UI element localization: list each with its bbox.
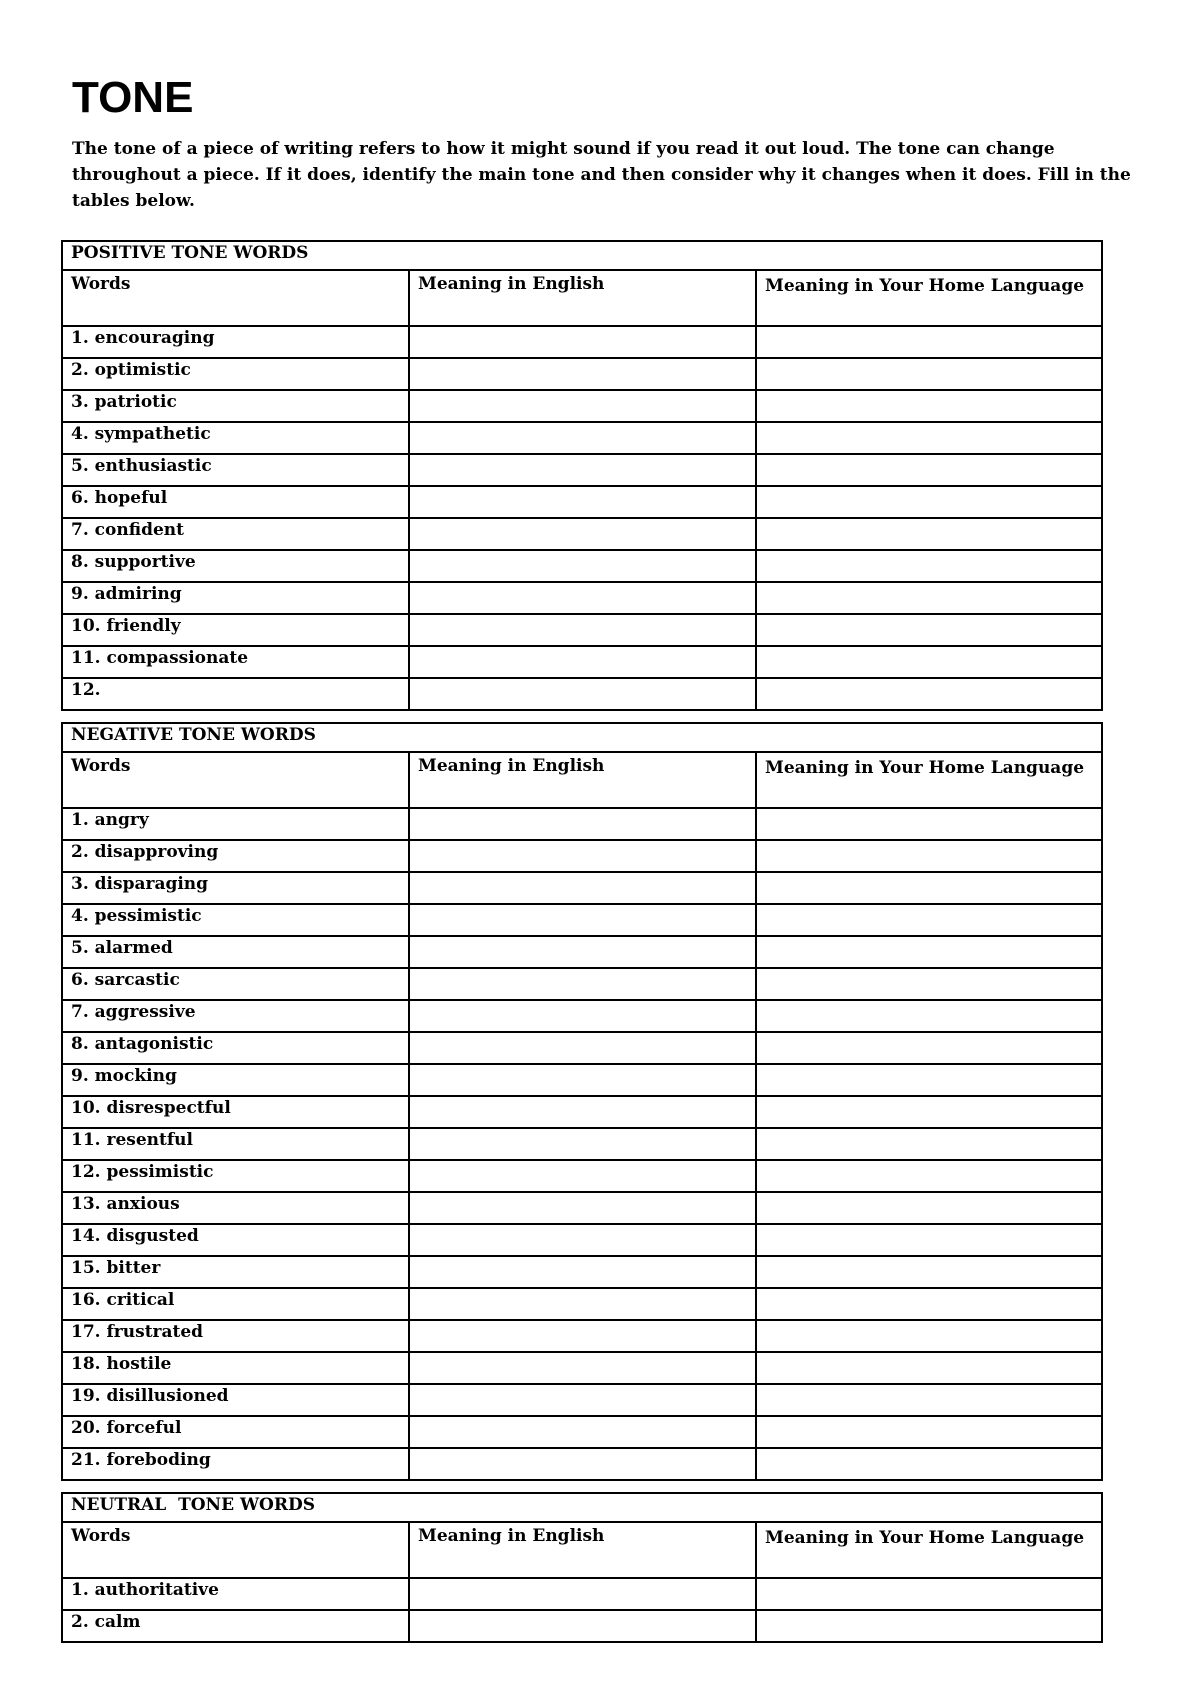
meaning-home-language-answer-cell[interactable] xyxy=(756,1288,1102,1320)
meaning-home-language-answer-cell[interactable] xyxy=(756,614,1102,646)
meaning-home-language-answer-cell[interactable] xyxy=(756,1032,1102,1064)
word-cell: 9. admiring xyxy=(62,582,409,614)
word-row xyxy=(62,1064,1102,1096)
column-header-meaning-home-language: Meaning in Your Home Language xyxy=(756,270,1102,326)
meaning-english-answer-cell[interactable] xyxy=(409,1384,756,1416)
meaning-home-language-answer-cell[interactable] xyxy=(756,1448,1102,1480)
word-row xyxy=(62,1352,1102,1384)
meaning-home-language-answer-cell[interactable] xyxy=(756,582,1102,614)
word-row xyxy=(62,1416,1102,1448)
word-cell: 18. hostile xyxy=(62,1352,409,1384)
meaning-english-answer-cell[interactable] xyxy=(409,1064,756,1096)
word-row xyxy=(62,422,1102,454)
meaning-english-answer-cell[interactable] xyxy=(409,486,756,518)
meaning-english-answer-cell[interactable] xyxy=(409,550,756,582)
meaning-english-answer-cell[interactable] xyxy=(409,1128,756,1160)
word-row xyxy=(62,808,1102,840)
word-row xyxy=(62,1384,1102,1416)
word-row xyxy=(62,872,1102,904)
meaning-home-language-answer-cell[interactable] xyxy=(756,1610,1102,1642)
table-title-row xyxy=(62,241,1102,270)
meaning-english-answer-cell[interactable] xyxy=(409,1160,756,1192)
word-row xyxy=(62,1128,1102,1160)
meaning-english-answer-cell[interactable] xyxy=(409,582,756,614)
word-cell: 2. optimistic xyxy=(62,358,409,390)
meaning-home-language-answer-cell[interactable] xyxy=(756,936,1102,968)
meaning-english-answer-cell[interactable] xyxy=(409,358,756,390)
meaning-home-language-answer-cell[interactable] xyxy=(756,326,1102,358)
meaning-home-language-answer-cell[interactable] xyxy=(756,1192,1102,1224)
meaning-home-language-answer-cell[interactable] xyxy=(756,486,1102,518)
word-cell: 3. patriotic xyxy=(62,390,409,422)
word-row xyxy=(62,1000,1102,1032)
word-cell: 1. authoritative xyxy=(62,1578,409,1610)
word-cell: 16. critical xyxy=(62,1288,409,1320)
meaning-english-answer-cell[interactable] xyxy=(409,1448,756,1480)
word-cell: 11. compassionate xyxy=(62,646,409,678)
negative-tone-table xyxy=(61,722,1103,1481)
meaning-english-answer-cell[interactable] xyxy=(409,390,756,422)
word-cell: 9. mocking xyxy=(62,1064,409,1096)
word-row xyxy=(62,968,1102,1000)
column-header-meaning-home-language: Meaning in Your Home Language xyxy=(756,752,1102,808)
meaning-english-answer-cell[interactable] xyxy=(409,518,756,550)
table-heading: POSITIVE TONE WORDS xyxy=(62,241,1102,270)
word-cell: 19. disillusioned xyxy=(62,1384,409,1416)
meaning-english-answer-cell[interactable] xyxy=(409,1256,756,1288)
meaning-home-language-answer-cell[interactable] xyxy=(756,1416,1102,1448)
meaning-english-answer-cell[interactable] xyxy=(409,422,756,454)
meaning-english-answer-cell[interactable] xyxy=(409,840,756,872)
meaning-english-answer-cell[interactable] xyxy=(409,1352,756,1384)
word-cell: 12. pessimistic xyxy=(62,1160,409,1192)
word-cell: 2. calm xyxy=(62,1610,409,1642)
word-cell: 5. enthusiastic xyxy=(62,454,409,486)
word-cell: 7. aggressive xyxy=(62,1000,409,1032)
meaning-home-language-answer-cell[interactable] xyxy=(756,1000,1102,1032)
meaning-home-language-answer-cell[interactable] xyxy=(756,454,1102,486)
word-cell: 17. frustrated xyxy=(62,1320,409,1352)
meaning-english-answer-cell[interactable] xyxy=(409,936,756,968)
word-row xyxy=(62,1610,1102,1642)
word-cell: 13. anxious xyxy=(62,1192,409,1224)
word-row xyxy=(62,486,1102,518)
meaning-english-answer-cell[interactable] xyxy=(409,614,756,646)
word-cell: 15. bitter xyxy=(62,1256,409,1288)
word-row xyxy=(62,582,1102,614)
meaning-home-language-answer-cell[interactable] xyxy=(756,1320,1102,1352)
meaning-english-answer-cell[interactable] xyxy=(409,1224,756,1256)
word-cell: 6. hopeful xyxy=(62,486,409,518)
word-cell: 21. foreboding xyxy=(62,1448,409,1480)
word-cell: 5. alarmed xyxy=(62,936,409,968)
word-row xyxy=(62,358,1102,390)
word-row xyxy=(62,1224,1102,1256)
word-row xyxy=(62,1578,1102,1610)
meaning-english-answer-cell[interactable] xyxy=(409,1000,756,1032)
word-cell: 14. disgusted xyxy=(62,1224,409,1256)
word-cell: 10. disrespectful xyxy=(62,1096,409,1128)
meaning-english-answer-cell[interactable] xyxy=(409,1610,756,1642)
word-row xyxy=(62,1032,1102,1064)
table-heading: NEUTRAL TONE WORDS xyxy=(62,1493,1102,1522)
meaning-english-answer-cell[interactable] xyxy=(409,326,756,358)
column-header-words: Words xyxy=(62,752,409,808)
meaning-english-answer-cell[interactable] xyxy=(409,1578,756,1610)
word-cell: 8. supportive xyxy=(62,550,409,582)
meaning-english-answer-cell[interactable] xyxy=(409,968,756,1000)
word-cell: 2. disapproving xyxy=(62,840,409,872)
word-cell: 4. pessimistic xyxy=(62,904,409,936)
word-row xyxy=(62,904,1102,936)
column-header-meaning-english: Meaning in English xyxy=(409,752,756,808)
meaning-english-answer-cell[interactable] xyxy=(409,872,756,904)
meaning-home-language-answer-cell[interactable] xyxy=(756,1096,1102,1128)
meaning-home-language-answer-cell[interactable] xyxy=(756,1160,1102,1192)
column-header-meaning-home-language: Meaning in Your Home Language xyxy=(756,1522,1102,1578)
word-row xyxy=(62,1320,1102,1352)
table-title-row xyxy=(62,723,1102,752)
meaning-home-language-answer-cell[interactable] xyxy=(756,1256,1102,1288)
word-cell: 20. forceful xyxy=(62,1416,409,1448)
word-row xyxy=(62,1160,1102,1192)
word-row xyxy=(62,840,1102,872)
meaning-home-language-answer-cell[interactable] xyxy=(756,358,1102,390)
meaning-english-answer-cell[interactable] xyxy=(409,646,756,678)
column-header-row xyxy=(62,1522,1102,1578)
meaning-home-language-answer-cell[interactable] xyxy=(756,550,1102,582)
meaning-home-language-answer-cell[interactable] xyxy=(756,904,1102,936)
meaning-home-language-answer-cell[interactable] xyxy=(756,872,1102,904)
neutral-tone-table xyxy=(61,1492,1103,1643)
meaning-english-answer-cell[interactable] xyxy=(409,904,756,936)
word-row xyxy=(62,390,1102,422)
word-row xyxy=(62,646,1102,678)
column-header-row xyxy=(62,270,1102,326)
meaning-english-answer-cell[interactable] xyxy=(409,1288,756,1320)
positive-tone-table xyxy=(61,240,1103,711)
meaning-home-language-answer-cell[interactable] xyxy=(756,968,1102,1000)
meaning-home-language-answer-cell[interactable] xyxy=(756,678,1102,710)
word-cell: 6. sarcastic xyxy=(62,968,409,1000)
word-row xyxy=(62,550,1102,582)
column-header-row xyxy=(62,752,1102,808)
word-cell: 8. antagonistic xyxy=(62,1032,409,1064)
word-row xyxy=(62,1448,1102,1480)
meaning-english-answer-cell[interactable] xyxy=(409,1416,756,1448)
meaning-home-language-answer-cell[interactable] xyxy=(756,1352,1102,1384)
meaning-home-language-answer-cell[interactable] xyxy=(756,1578,1102,1610)
meaning-english-answer-cell[interactable] xyxy=(409,1032,756,1064)
word-row xyxy=(62,1096,1102,1128)
meaning-home-language-answer-cell[interactable] xyxy=(756,1224,1102,1256)
meaning-home-language-answer-cell[interactable] xyxy=(756,1064,1102,1096)
word-cell: 10. friendly xyxy=(62,614,409,646)
word-cell: 7. confident xyxy=(62,518,409,550)
meaning-english-answer-cell[interactable] xyxy=(409,808,756,840)
meaning-english-answer-cell[interactable] xyxy=(409,1096,756,1128)
meaning-home-language-answer-cell[interactable] xyxy=(756,1128,1102,1160)
meaning-home-language-answer-cell[interactable] xyxy=(756,1384,1102,1416)
word-row xyxy=(62,1192,1102,1224)
intro-paragraph: The tone of a piece of writing refers to how it might sound if you read it out loud. The tone can change throughout a piece. If it does, identify the main tone and then consider why it changes when it does. Fill in the tables below. xyxy=(72,139,1131,211)
meaning-home-language-answer-cell[interactable] xyxy=(756,808,1102,840)
word-cell: 12. xyxy=(62,678,409,710)
column-header-meaning-english: Meaning in English xyxy=(409,1522,756,1578)
meaning-english-answer-cell[interactable] xyxy=(409,1320,756,1352)
table-title-row xyxy=(62,1493,1102,1522)
word-row xyxy=(62,454,1102,486)
column-header-meaning-english: Meaning in English xyxy=(409,270,756,326)
meaning-home-language-answer-cell[interactable] xyxy=(756,646,1102,678)
word-cell: 1. encouraging xyxy=(62,326,409,358)
word-row xyxy=(62,326,1102,358)
word-row xyxy=(62,614,1102,646)
word-cell: 11. resentful xyxy=(62,1128,409,1160)
word-row xyxy=(62,678,1102,710)
meaning-english-answer-cell[interactable] xyxy=(409,1192,756,1224)
word-cell: 1. angry xyxy=(62,808,409,840)
meaning-home-language-answer-cell[interactable] xyxy=(756,518,1102,550)
column-header-words: Words xyxy=(62,270,409,326)
word-row xyxy=(62,1256,1102,1288)
meaning-home-language-answer-cell[interactable] xyxy=(756,390,1102,422)
meaning-english-answer-cell[interactable] xyxy=(409,454,756,486)
word-row xyxy=(62,936,1102,968)
meaning-home-language-answer-cell[interactable] xyxy=(756,840,1102,872)
column-header-words: Words xyxy=(62,1522,409,1578)
page-title: TONE xyxy=(72,73,194,122)
meaning-english-answer-cell[interactable] xyxy=(409,678,756,710)
word-row xyxy=(62,1288,1102,1320)
word-cell: 4. sympathetic xyxy=(62,422,409,454)
word-row xyxy=(62,518,1102,550)
table-heading: NEGATIVE TONE WORDS xyxy=(62,723,1102,752)
word-cell: 3. disparaging xyxy=(62,872,409,904)
meaning-home-language-answer-cell[interactable] xyxy=(756,422,1102,454)
